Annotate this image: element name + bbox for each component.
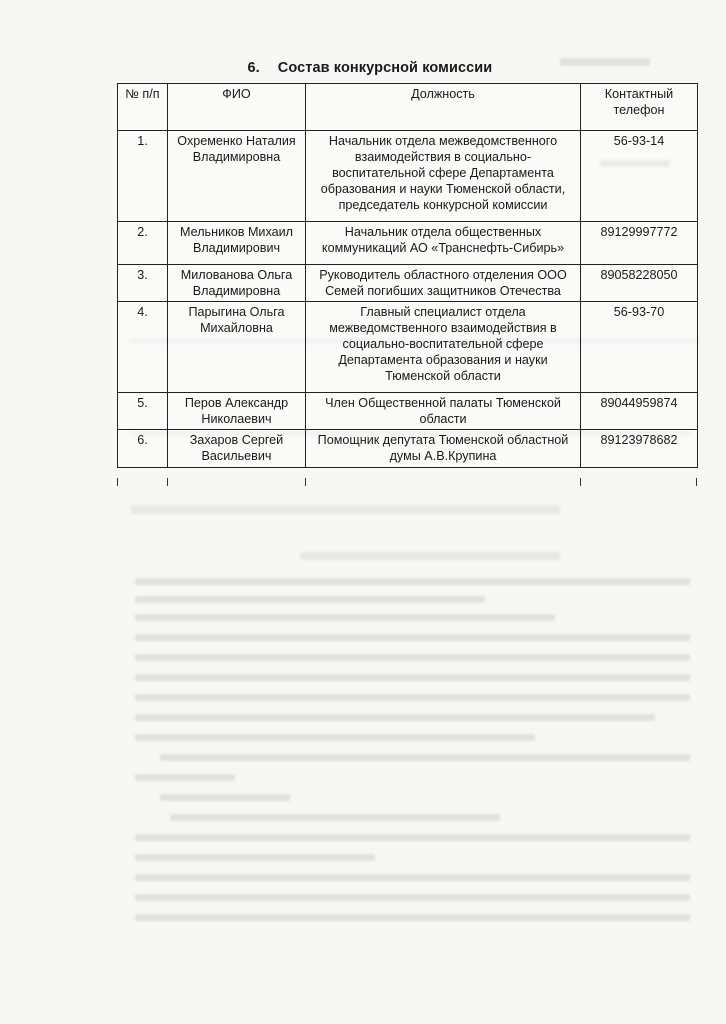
member-name: Парыгина Ольга Михайловна — [168, 302, 306, 393]
commission-table — [117, 83, 698, 468]
column-header-number: № п/п — [118, 84, 168, 131]
row-number: 4. — [118, 302, 168, 393]
table-row — [118, 430, 698, 468]
column-header-name: ФИО — [168, 84, 306, 131]
member-phone: 89123978682 — [581, 430, 698, 468]
column-header-position: Должность — [306, 84, 581, 131]
row-number: 5. — [118, 393, 168, 430]
member-name: Охременко Наталия Владимировна — [168, 131, 306, 222]
table-row — [118, 302, 698, 393]
section-number: 6. — [247, 60, 260, 76]
member-position: Руководитель областного отделения ООО Семей погибших защитников Отечества — [306, 265, 581, 302]
member-phone: 89058228050 — [581, 265, 698, 302]
member-name: Перов Александр Николаевич — [168, 393, 306, 430]
table-header-row — [118, 84, 698, 131]
row-number: 1. — [118, 131, 168, 222]
member-position: Помощник депутата Тюменской областной думы А.В.Крупина — [306, 430, 581, 468]
row-number: 6. — [118, 430, 168, 468]
member-phone: 89044959874 — [581, 393, 698, 430]
member-position: Начальник отдела общественных коммуникаций АО «Транснефть-Сибирь» — [306, 222, 581, 265]
table-row — [118, 222, 698, 265]
table-row — [118, 131, 698, 222]
member-name: Милованова Ольга Владимировна — [168, 265, 306, 302]
section-heading — [0, 60, 726, 76]
member-name: Захаров Сергей Васильевич — [168, 430, 306, 468]
member-position: Член Общественной палаты Тюменской области — [306, 393, 581, 430]
member-position: Начальник отдела межведомственного взаимодействия в социально-воспитательной сфере Департамента образования и науки Тюменской области, председатель конкурсной комиссии — [306, 131, 581, 222]
row-number: 3. — [118, 265, 168, 302]
table-row — [118, 393, 698, 430]
member-phone: 89129997772 — [581, 222, 698, 265]
section-title: Состав конкурсной комиссии — [277, 60, 493, 76]
table-row — [118, 265, 698, 302]
member-phone: 56-93-14 — [581, 131, 698, 222]
column-header-phone: Контактный телефон — [581, 84, 698, 131]
row-number: 2. — [118, 222, 168, 265]
member-phone: 56-93-70 — [581, 302, 698, 393]
table-continuation-stub — [117, 478, 697, 486]
member-position: Главный специалист отдела межведомственного взаимодействия в социально-воспитательной сфере Департамента образования и науки Тюменской области — [306, 302, 581, 393]
member-name: Мельников Михаил Владимирович — [168, 222, 306, 265]
